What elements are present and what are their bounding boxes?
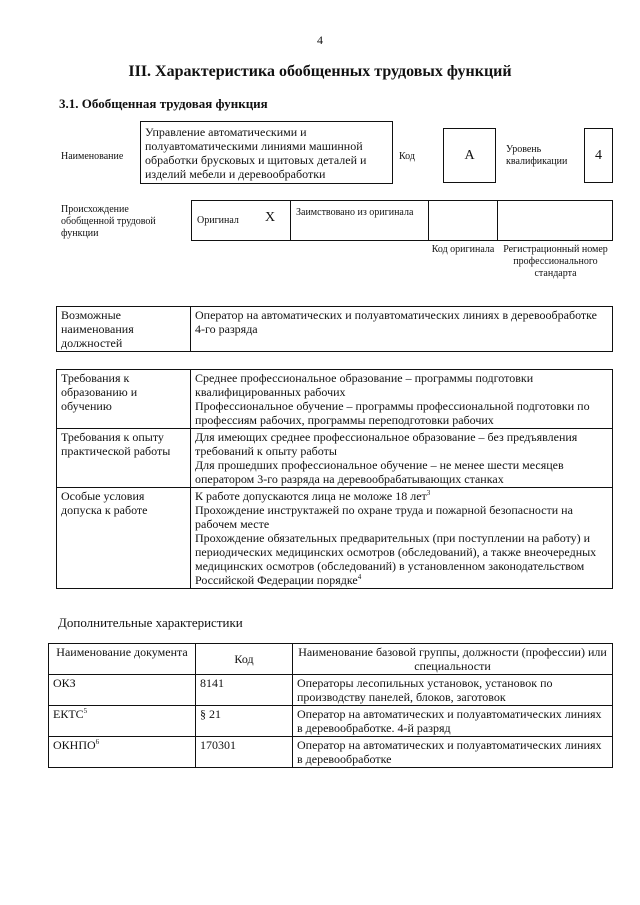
table-row	[57, 370, 613, 429]
doc-name: ОКНПО	[53, 738, 96, 752]
page-number: 4	[317, 33, 323, 47]
table-header-row	[49, 644, 613, 675]
education-value	[191, 370, 613, 429]
reg-number-caption: Регистрационный номер профессионального стандарта	[503, 244, 608, 279]
header-code: Код	[196, 644, 293, 675]
conditions-line	[195, 531, 608, 587]
education-line: Среднее профессиональное образование – программы подготовки квалифицированных рабочих	[195, 371, 534, 399]
positions-label: Возможные наименования должностей	[57, 307, 191, 352]
footnote-mark: 4	[357, 573, 362, 581]
conditions-line-text: К работе допускаются лица не моложе 18 лет	[195, 489, 427, 503]
code-cell: 8141	[196, 675, 293, 706]
section-title: III. Характеристика обобщенных трудовых функций	[128, 63, 512, 80]
positions-value: Оператор на автоматических и полуавтоматических линиях в деревообработке 4-го разряда	[191, 307, 613, 352]
education-line: Профессиональное обучение – программы профессиональной подготовки по профессиям рабочих, программы переподготовки рабочих	[195, 399, 590, 427]
experience-line: Для прошедших профессиональное обучение – не менее шести месяцев оператором 3-го разряда на деревообрабатывающих станках	[195, 458, 564, 486]
conditions-line	[195, 489, 608, 503]
name-cell: Оператор на автоматических и полуавтоматических линиях в деревообработке	[293, 737, 613, 768]
header-name: Наименование базовой группы, должности (профессии) или специальности	[293, 644, 613, 675]
original-code-cell	[428, 200, 498, 241]
name-label: Наименование	[61, 151, 124, 162]
table-row	[57, 429, 613, 488]
education-label: Требования к образованию и обучению	[57, 370, 191, 429]
doc-cell	[49, 675, 196, 706]
doc-footnote: 6	[95, 738, 100, 746]
experience-label: Требования к опыту практической работы	[57, 429, 191, 488]
level-value-box	[584, 128, 613, 183]
doc-cell	[49, 706, 196, 737]
conditions-label: Особые условия допуска к работе	[57, 488, 191, 589]
table-row	[49, 737, 613, 768]
additional-title: Дополнительные характеристики	[58, 615, 243, 630]
table-row	[57, 488, 613, 589]
borrowed-cell	[290, 200, 429, 241]
level-value: 4	[595, 147, 602, 163]
doc-name: ЕКТС	[53, 707, 84, 721]
name-value-box	[140, 121, 393, 184]
level-label: Уровень квалификации	[506, 144, 568, 167]
positions-table	[56, 306, 613, 352]
code-cell: § 21	[196, 706, 293, 737]
doc-cell	[49, 737, 196, 768]
conditions-value	[191, 488, 613, 589]
doc-name: ОКЗ	[53, 676, 76, 690]
code-cell: 170301	[196, 737, 293, 768]
code-value-box	[443, 128, 496, 183]
code-label: Код	[399, 151, 415, 162]
conditions-line: Прохождение инструктажей по охране труда и пожарной безопасности на рабочем месте	[195, 503, 573, 531]
table-row	[49, 675, 613, 706]
subsection-title: 3.1. Обобщенная трудовая функция	[59, 96, 268, 111]
original-cell	[191, 200, 291, 241]
experience-line: Для имеющих среднее профессиональное образование – без предъявления требований к опыту работы	[195, 430, 578, 458]
original-mark: X	[265, 210, 276, 225]
conditions-line-text: Прохождение обязательных предварительных (при поступлении на работу) и периодических медицинских осмотров (обследований), а также внеочередных медицинских осмотров (обследований) в установленном законодательством Российской Федерации порядке	[195, 531, 597, 587]
name-value: Управление автоматическими и полуавтоматическими линиями машинной обработки брусковых и щитовых деталей и изделий мебели и деревообработки	[145, 125, 367, 181]
original-label: Оригинал	[197, 215, 239, 226]
header-doc: Наименование документа	[49, 644, 196, 675]
footnote-mark: 3	[426, 489, 431, 497]
name-cell: Операторы лесопильных установок, установок по производству панелей, блоков, заготовок	[293, 675, 613, 706]
name-cell: Оператор на автоматических и полуавтоматических линиях в деревообработке. 4-й разряд	[293, 706, 613, 737]
experience-value	[191, 429, 613, 488]
code-value: А	[464, 147, 475, 163]
doc-footnote: 5	[83, 707, 88, 715]
origin-label: Происхождение обобщенной трудовой функции	[61, 204, 156, 239]
requirements-table	[56, 369, 613, 589]
original-code-caption: Код оригинала	[431, 244, 495, 255]
table-row	[49, 706, 613, 737]
reg-number-cell	[497, 200, 613, 241]
borrowed-label: Заимствовано из оригинала	[296, 207, 414, 218]
additional-table	[48, 643, 613, 768]
